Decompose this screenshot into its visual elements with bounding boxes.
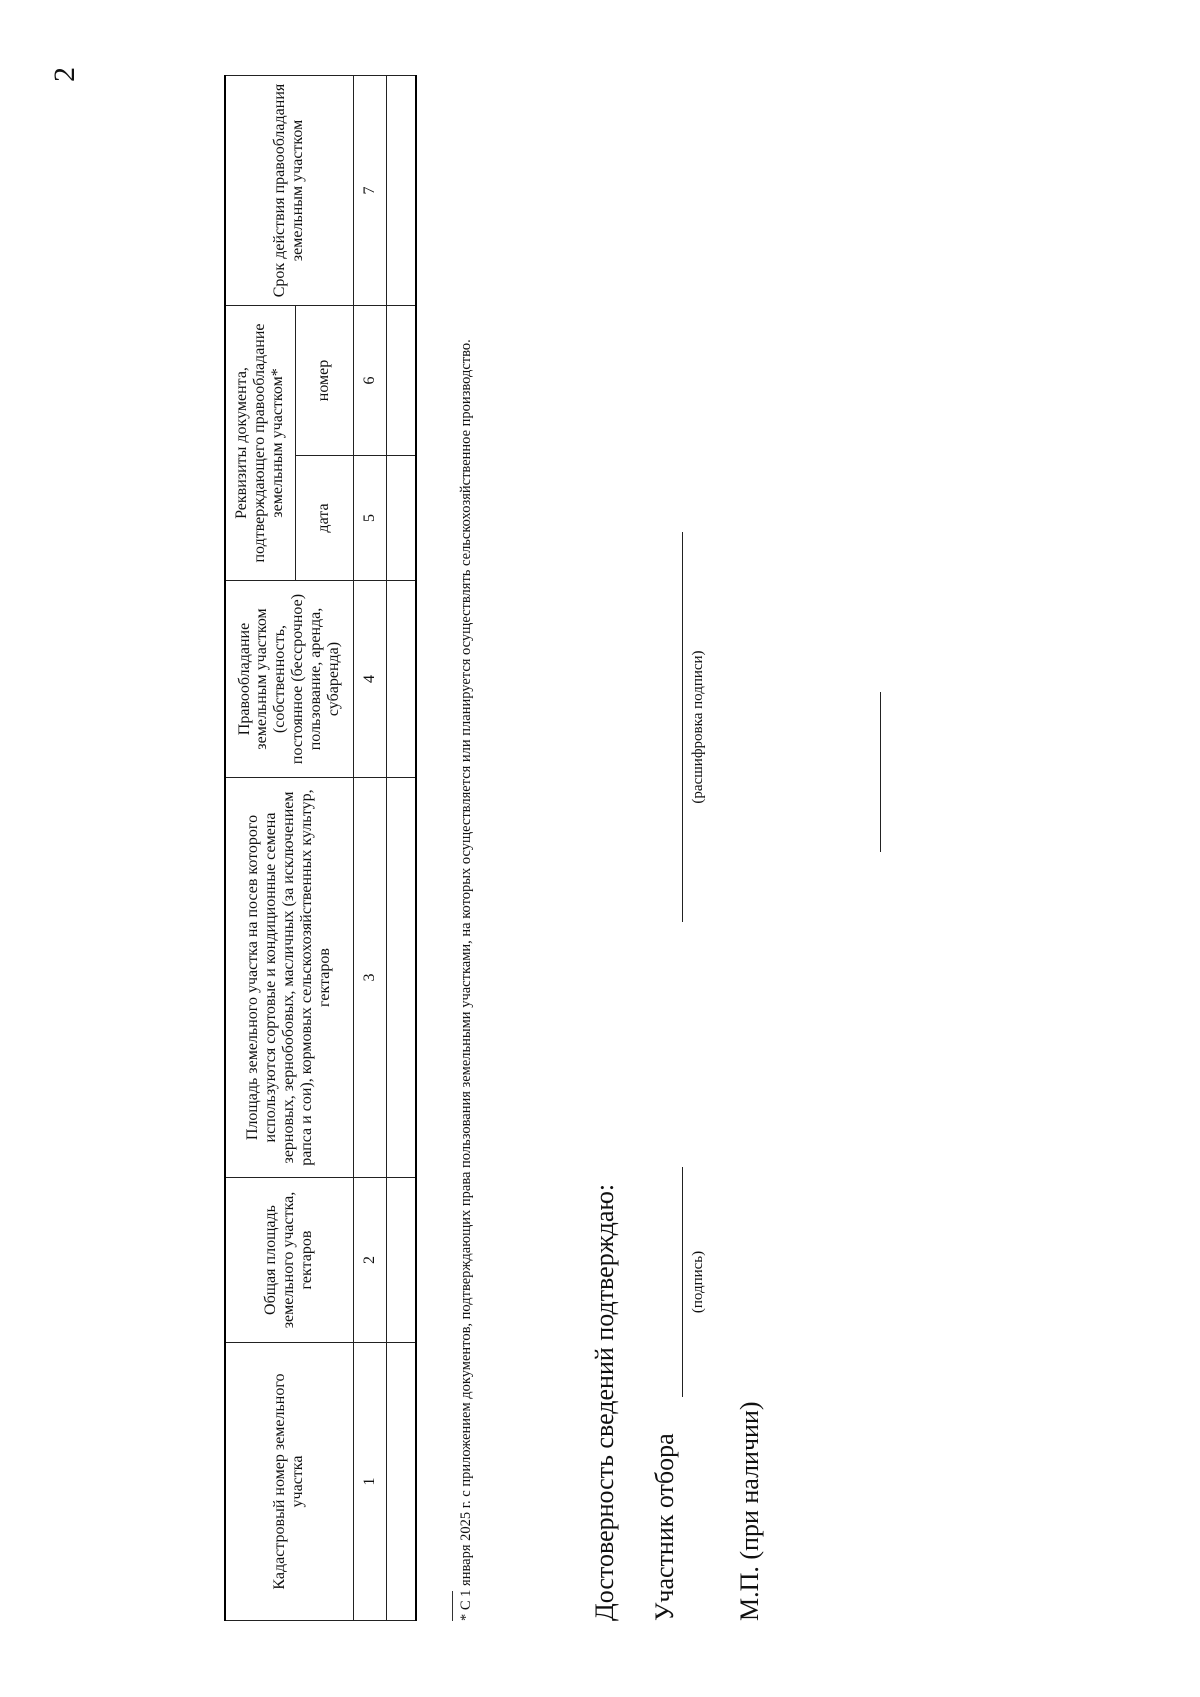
header-right-holding: Правообладание земельным участком (собственность, постоянное (бессрочное) пользование, аренда, субаренда) <box>225 581 353 778</box>
land-plots-table <box>224 75 417 1621</box>
column-number: 1 <box>353 1343 386 1621</box>
column-number: 4 <box>353 581 386 778</box>
signature-decoding-line <box>682 532 683 922</box>
header-total-area: Общая площадь земельного участка, гектаров <box>225 1178 353 1343</box>
stamp-label: М.П. (при наличии) <box>735 1401 764 1621</box>
table-cell <box>386 581 416 778</box>
footnote-rule <box>452 1591 453 1621</box>
confirmation-text: Достоверность сведений подтверждаю: <box>590 1183 619 1621</box>
footnote <box>458 81 476 1621</box>
column-numbers-row <box>353 75 386 1620</box>
table-cell <box>386 778 416 1178</box>
column-number: 3 <box>353 778 386 1178</box>
participant-label: Участник отбора <box>650 1433 679 1621</box>
column-number: 5 <box>353 456 386 581</box>
header-sowing-area: Площадь земельного участка на посев которого используются сортовые и кондиционные семена зерновых, зернобобовых, масличных (за исключением рапса и сои), кормовых сельскохозяйственных культур, гектаров <box>225 778 353 1178</box>
table-cell <box>386 1343 416 1621</box>
signature-decoding-caption: (расшифровка подписи) <box>690 650 706 804</box>
header-validity-period: Срок действия правообладания земельным участком <box>225 75 353 305</box>
signature-caption: (подпись) <box>690 1250 706 1314</box>
table-cell <box>386 456 416 581</box>
table-cell <box>386 305 416 455</box>
header-number: номер <box>295 305 353 455</box>
table-cell <box>386 1178 416 1343</box>
footnote-text: * С 1 января 2025 г. с приложением документов, подтверждающих права пользования земельными участками, на которых осуществляется или планируется осуществлять сельскохозяйственное производство. <box>458 339 474 1621</box>
signature-line <box>682 1167 683 1397</box>
header-date: дата <box>295 456 353 581</box>
page-number: 2 <box>48 67 81 82</box>
blank-line <box>880 692 881 852</box>
column-number: 2 <box>353 1178 386 1343</box>
table-row <box>386 75 416 1620</box>
table-cell <box>386 75 416 305</box>
column-number: 7 <box>353 75 386 305</box>
header-cadastral-number: Кадастровый номер земельного участка <box>225 1343 353 1621</box>
header-document-details: Реквизиты документа, подтверждающего правообладание земельным участком* <box>225 305 295 580</box>
column-number: 6 <box>353 305 386 455</box>
